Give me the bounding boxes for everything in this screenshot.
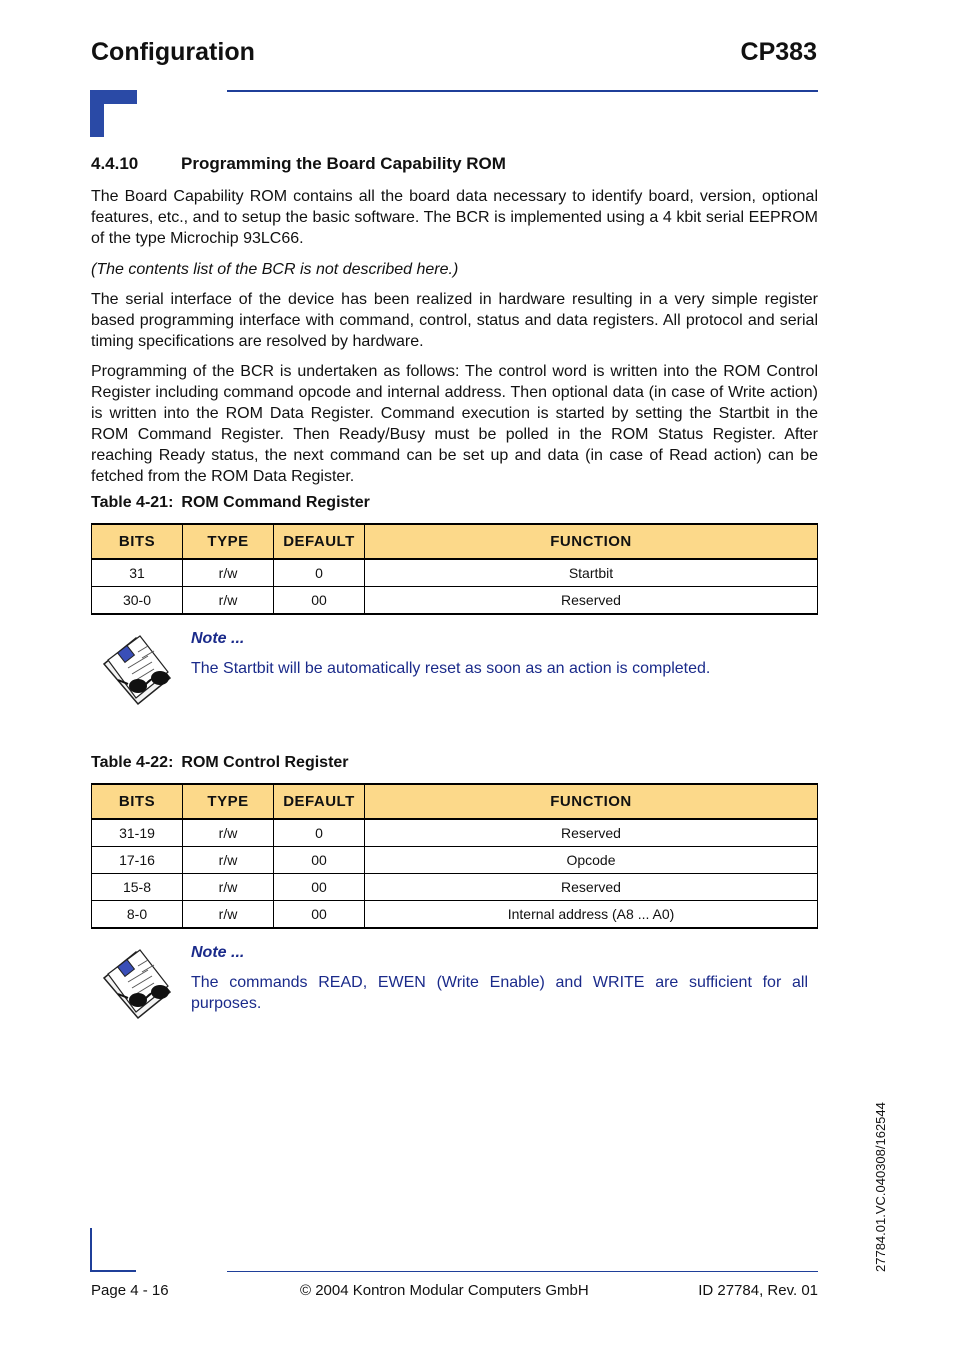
cell-bits: 17-16 (92, 847, 183, 874)
cell-function: Reserved (365, 819, 818, 847)
table2-caption-id: Table 4-22: (91, 754, 174, 771)
header-rule (227, 90, 818, 92)
note2-text: The commands READ, EWEN (Write Enable) and WRITE are sufficient for all purposes. (191, 974, 808, 1012)
footer-page-number: Page 4 - 16 (91, 1282, 169, 1299)
section-heading (91, 154, 506, 174)
cell-default: 00 (274, 901, 365, 929)
table-row (92, 587, 818, 615)
column-header-bits: BITS (92, 784, 183, 819)
section-title: Programming the Board Capability ROM (181, 154, 506, 173)
footer-rule (227, 1271, 818, 1272)
column-header-default: DEFAULT (274, 524, 365, 559)
table1-caption-title: ROM Command Register (181, 494, 370, 511)
corner-mark-vertical (90, 90, 104, 137)
column-header-function: FUNCTION (365, 784, 818, 819)
cell-type: r/w (183, 874, 274, 901)
cell-bits: 30-0 (92, 587, 183, 615)
cell-bits: 8-0 (92, 901, 183, 929)
cell-bits: 31 (92, 559, 183, 587)
cell-type: r/w (183, 819, 274, 847)
column-header-function: FUNCTION (365, 524, 818, 559)
note2-title: Note ... (191, 944, 245, 961)
header-chapter-title: Configuration (91, 38, 255, 66)
column-header-type: TYPE (183, 784, 274, 819)
table-row (92, 874, 818, 901)
cell-type: r/w (183, 587, 274, 615)
paragraph-remark: (The contents list of the BCR is not described here.) (91, 261, 459, 278)
cell-function: Startbit (365, 559, 818, 587)
paragraph-interface: The serial interface of the device has been realized in hardware resulting in a very simple register based programming interface with command, control, status and data registers. All protocol and serial timing specifications are resolved by hardware. (91, 291, 818, 350)
column-header-bits: BITS (92, 524, 183, 559)
column-header-type: TYPE (183, 524, 274, 559)
cell-type: r/w (183, 559, 274, 587)
table-row (92, 847, 818, 874)
cell-type: r/w (183, 847, 274, 874)
note-glasses-icon (98, 634, 176, 706)
cell-default: 00 (274, 847, 365, 874)
table1-caption (91, 494, 370, 512)
section-number: 4.4.10 (91, 154, 139, 173)
paragraph-programming: Programming of the BCR is undertaken as follows: The control word is written into the ROM Control Register including command opcode and internal address. Then optional data (in case of Write action) is written into the ROM Data Register. Command execution is started by setting the Startbit in the ROM Command Register. Then Ready/Busy must be polled in the ROM Status Register. After reaching Ready status, the next command can be set up and data (in case of Read action) can be fetched from the ROM Data Register. (91, 363, 818, 485)
note1-title: Note ... (191, 630, 245, 647)
cell-function: Reserved (365, 587, 818, 615)
cell-bits: 15-8 (92, 874, 183, 901)
table2-caption-title: ROM Control Register (181, 754, 349, 771)
cell-default: 0 (274, 819, 365, 847)
table-row (92, 901, 818, 929)
document-code: 27784.01.VC.040308/162544 (873, 1102, 888, 1272)
cell-function: Reserved (365, 874, 818, 901)
footer-copyright: © 2004 Kontron Modular Computers GmbH (300, 1282, 589, 1299)
footer-corner-mark (90, 1228, 92, 1272)
table-row (92, 819, 818, 847)
cell-function: Opcode (365, 847, 818, 874)
cell-function: Internal address (A8 ... A0) (365, 901, 818, 929)
note-glasses-icon (98, 948, 176, 1020)
column-header-default: DEFAULT (274, 784, 365, 819)
rom-control-register-table (91, 783, 818, 929)
table-header-row (92, 784, 818, 819)
cell-bits: 31-19 (92, 819, 183, 847)
footer-corner-mark-horizontal (90, 1270, 136, 1272)
table-header-row (92, 524, 818, 559)
rom-command-register-table (91, 523, 818, 615)
cell-default: 0 (274, 559, 365, 587)
cell-type: r/w (183, 901, 274, 929)
table1-caption-id: Table 4-21: (91, 494, 174, 511)
cell-default: 00 (274, 587, 365, 615)
table-row (92, 559, 818, 587)
footer-document-id: ID 27784, Rev. 01 (698, 1282, 818, 1299)
note1-text: The Startbit will be automatically reset as soon as an action is completed. (191, 660, 711, 677)
cell-default: 00 (274, 874, 365, 901)
paragraph-intro: The Board Capability ROM contains all the board data necessary to identify board, version, optional features, etc., and to setup the basic software. The BCR is implemented using a 4 kbit serial EEPROM of the type Microchip 93LC66. (91, 188, 818, 247)
table2-caption (91, 754, 349, 772)
header-product-name: CP383 (740, 38, 817, 66)
